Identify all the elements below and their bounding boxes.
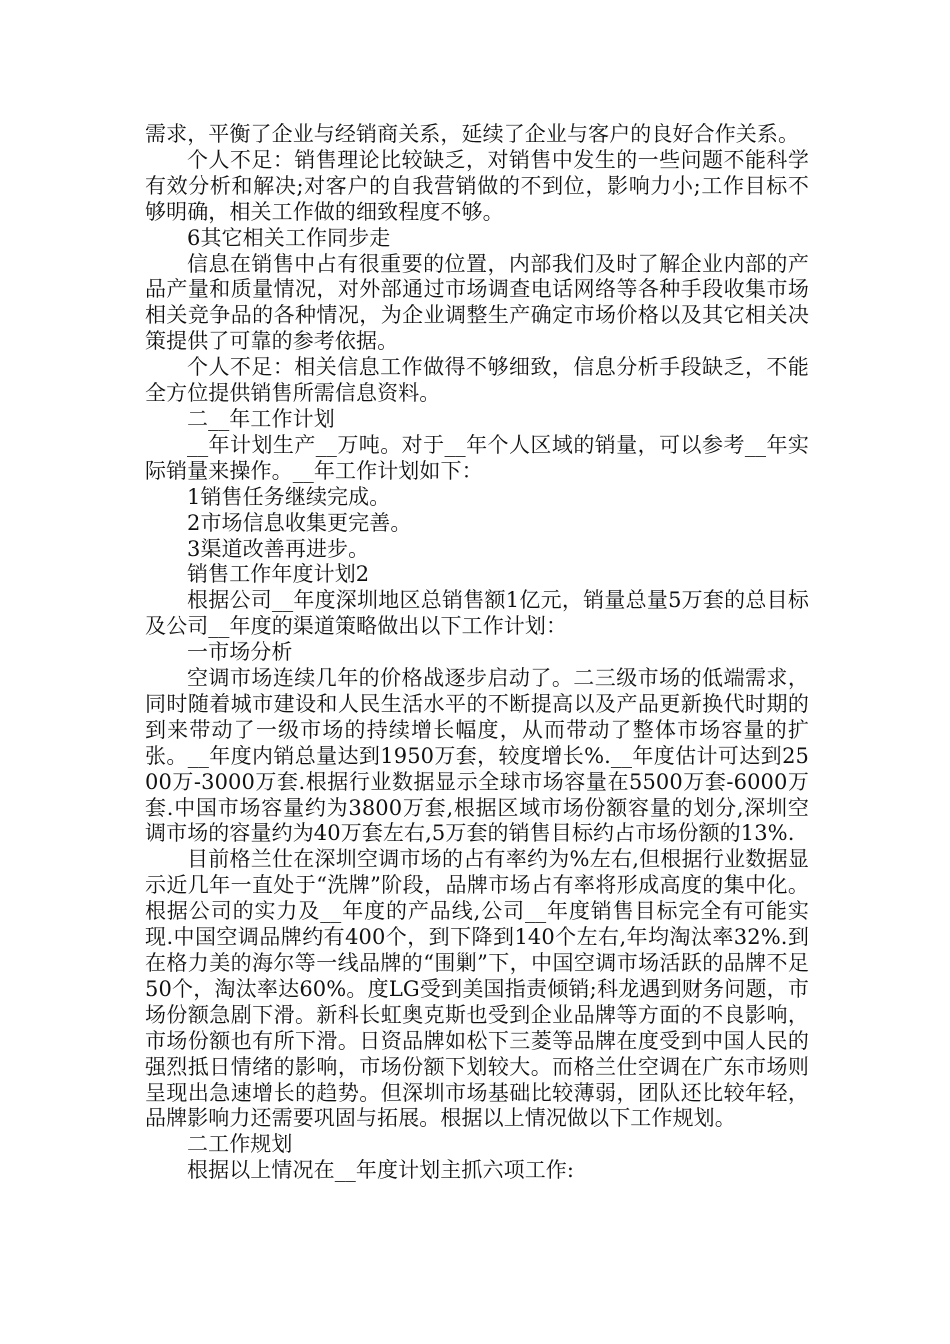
paragraph-1: 需求，平衡了企业与经销商关系，延续了企业与客户的良好合作关系。 bbox=[145, 122, 800, 146]
paragraph-7: __年计划生产__万吨。对于__年个人区域的销量，可以参考__年实际销量来操作。__年工作计划如下： bbox=[145, 432, 809, 483]
paragraph-4: 信息在销售中占有很重要的位置，内部我们及时了解企业内部的产品产量和质量情况，对外部通过市场调查电话网络等各种手段收集市场相关竞争品的各种情况，为企业调整生产确定市场价格以及其它相关决策提供了可靠的参考依据。 bbox=[145, 251, 809, 354]
paragraph-14: 空调市场连续几年的价格战逐步启动了。二三级市场的低端需求，同时随着城市建设和人民生活水平的不断提高以及产品更新换代时期的到来带动了一级市场的持续增长幅度，从而带动了整体市场容量的扩张。__年度内销总量达到1950万套，较度增长%.__年度估计可达到2500万-3000万套.根据行业数据显示全球市场容量在5500万套-6000万套.中国市场容量约为3800万套,根据区域市场份额容量的划分,深圳空调市场的容量约为40万套左右,5万套的销售目标约占市场份额的13%. bbox=[145, 666, 809, 846]
list-item-2: 2市场信息收集更完善。 bbox=[187, 510, 412, 535]
section-heading-market-analysis: 一市场分析 bbox=[187, 640, 293, 665]
section-heading-work-plan: 二__年工作计划 bbox=[187, 406, 335, 431]
section-heading-6: 6其它相关工作同步走 bbox=[187, 225, 391, 250]
list-item-3: 3渠道改善再进步。 bbox=[187, 536, 370, 561]
document-subtitle: 销售工作年度计划2 bbox=[187, 562, 370, 587]
document-page bbox=[145, 122, 809, 1184]
section-heading-work-planning: 二工作规划 bbox=[187, 1132, 293, 1157]
list-item-1: 1销售任务继续完成。 bbox=[187, 484, 391, 509]
paragraph-2: 个人不足：销售理论比较缺乏，对销售中发生的一些问题不能科学有效分析和解决;对客户的自我营销做的不到位，影响力小;工作目标不够明确，相关工作做的细致程度不够。 bbox=[145, 147, 809, 224]
paragraph-12: 根据公司__年度深圳地区总销售额1亿元，销量总量5万套的总目标及公司__年度的渠道策略做出以下工作计划： bbox=[145, 588, 809, 639]
paragraph-15: 目前格兰仕在深圳空调市场的占有率约为%左右,但根据行业数据显示近几年一直处于“洗牌”阶段，品牌市场占有率将形成高度的集中化。根据公司的实力及__年度的产品线,公司__年度销售目标完全有可能实现.中国空调品牌约有400个，到下降到140个左右,年均淘汰率32%.到在格力美的海尔等一线品牌的“围剿”下，中国空调市场活跃的品牌不足50个，淘汰率达60%。度LG受到美国指责倾销;科龙遇到财务问题，市场份额急剧下滑。新科长虹奥克斯也受到企业品牌等方面的不良影响，市场份额也有所下滑。日资品牌如松下三菱等品牌在度受到中国人民的强烈抵日情绪的影响，市场份额下划较大。而格兰仕空调在广东市场则呈现出急速增长的趋势。但深圳市场基础比较薄弱，团队还比较年轻，品牌影响力还需要巩固与拓展。根据以上情况做以下工作规划。 bbox=[145, 847, 809, 1131]
paragraph-5: 个人不足：相关信息工作做得不够细致，信息分析手段缺乏，不能全方位提供销售所需信息资料。 bbox=[145, 355, 809, 406]
paragraph-17: 根据以上情况在__年度计划主抓六项工作: bbox=[187, 1158, 575, 1183]
